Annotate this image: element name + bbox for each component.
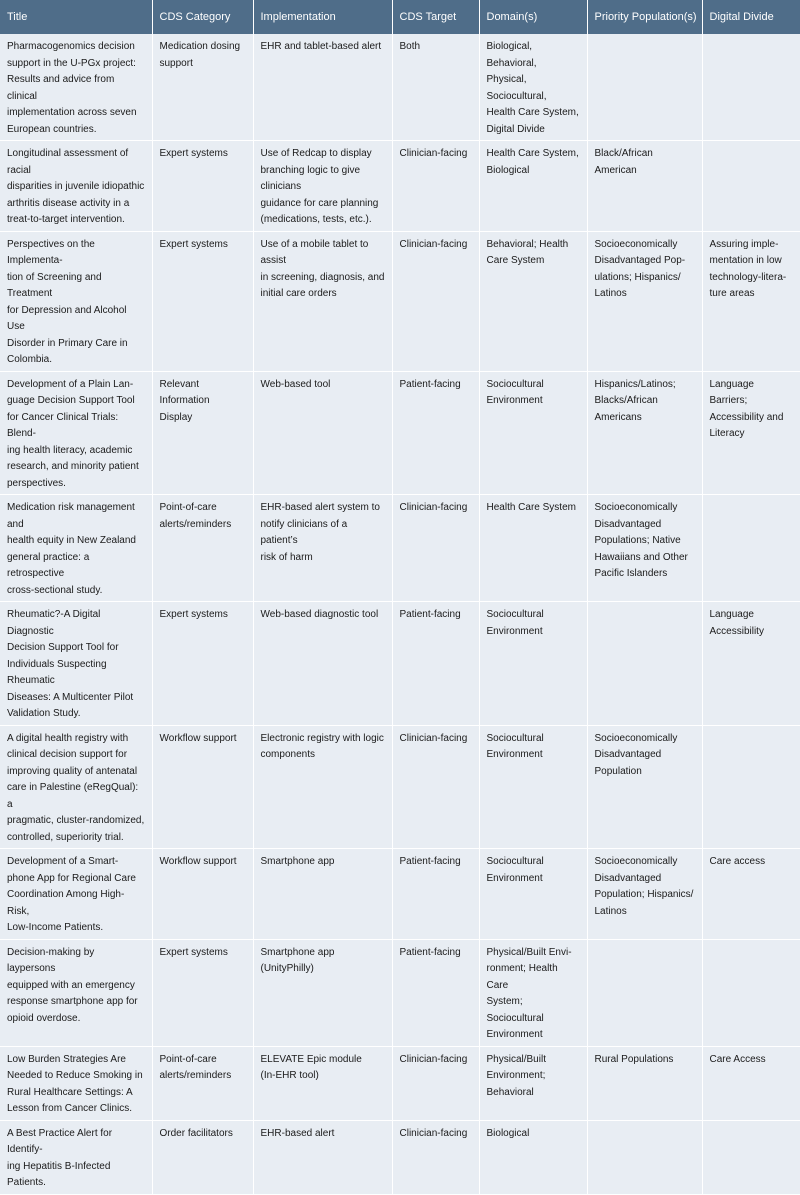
cell-text-line: Care Access	[709, 1053, 766, 1065]
cell-text-line: Display	[159, 411, 193, 423]
cell-text-line: Needed to Reduce Smoking in	[7, 1070, 143, 1081]
cell-text-line: Socioeconomically	[594, 856, 678, 867]
table-row	[0, 1046, 800, 1120]
cell-text-line: Health Care System	[486, 502, 576, 513]
cell-text-line: (In-EHR tool)	[260, 1070, 319, 1081]
cell-domains	[479, 1046, 587, 1120]
cell-implementation	[253, 371, 392, 495]
cell-text-line: Medication risk management and	[7, 502, 135, 530]
cell-text-line: Behavioral	[486, 1086, 534, 1098]
cell-text-line: Accessibility	[709, 625, 764, 637]
cell-text-line: alerts/reminders	[159, 1070, 232, 1081]
cell-text-line: care in Palestine (eRegQual): a	[7, 782, 139, 810]
cell-digital-divide	[702, 371, 800, 495]
cell-text-line: Diseases: A Multicenter Pilot	[7, 691, 134, 703]
table-row	[0, 939, 800, 1046]
cell-priority-populations	[587, 495, 702, 602]
cell-text-line: Both	[399, 41, 421, 52]
cell-implementation	[253, 725, 392, 849]
cell-digital-divide	[702, 602, 800, 726]
cell-priority-populations	[587, 939, 702, 1046]
cell-text-line: Expert systems	[159, 238, 228, 250]
cell-text-line: Web-based tool	[260, 378, 331, 390]
cell-cds-target	[392, 1046, 479, 1120]
cell-text-line: ronment; Health Care	[486, 963, 558, 991]
cell-text-line: Patient-facing	[399, 946, 461, 958]
cell-title	[0, 231, 152, 371]
cell-text-line: Pharmacogenomics decision	[7, 41, 135, 52]
cell-text-line: Point-of-care	[159, 502, 217, 513]
cell-priority-populations	[587, 231, 702, 371]
cell-text-line: Physical/Built	[486, 1053, 546, 1065]
cell-implementation	[253, 34, 392, 141]
cell-cds-target	[392, 849, 479, 940]
cell-priority-populations	[587, 849, 702, 940]
cell-cds-category	[152, 1120, 253, 1194]
cell-text-line: Coordination Among High-Risk,	[7, 889, 125, 917]
cell-cds-category	[152, 939, 253, 1046]
cell-text-line: components	[260, 749, 315, 760]
cell-text-line: Pacific Islanders	[594, 568, 668, 579]
cell-text-line: Population; Hispanics/	[594, 889, 694, 900]
cell-text-line: opioid overdose.	[7, 1012, 81, 1024]
cell-text-line: mentation in low	[709, 255, 782, 266]
cell-text-line: Smartphone app (UnityPhilly)	[260, 946, 335, 974]
cell-text-line: ing health literacy, academic	[7, 444, 133, 456]
cell-text-line: Accessibility and	[709, 411, 784, 423]
cell-cds-target	[392, 495, 479, 602]
cell-text-line: Hawaiians and Other	[594, 551, 688, 563]
cell-text-line: Development of a Smart-	[7, 856, 119, 867]
cell-digital-divide	[702, 1120, 800, 1194]
cell-text-line: Environment;	[486, 1070, 546, 1081]
cell-title	[0, 939, 152, 1046]
cell-text-line: Use of a mobile tablet to assist	[260, 238, 369, 266]
cell-text-line: Disadvantaged	[594, 518, 662, 530]
cell-text-line: Decision Support Tool for	[7, 642, 119, 653]
cell-text-line: Clinician-facing	[399, 1127, 468, 1139]
cell-text-line: Biological	[486, 164, 530, 176]
header-cds-category: CDS Category	[152, 0, 253, 34]
cell-text-line: ELEVATE Epic module	[260, 1053, 362, 1065]
cell-text-line: initial care orders	[260, 288, 337, 299]
cell-text-line: phone App for Regional Care	[7, 872, 136, 884]
cell-text-line: Latinos	[594, 288, 627, 299]
cell-text-line: (medications, tests, etc.).	[260, 214, 372, 225]
cell-text-line: European countries.	[7, 123, 97, 135]
cell-title	[0, 602, 152, 726]
cell-text-line: Expert systems	[159, 609, 228, 620]
cell-text-line: Development of a Plain Lan-	[7, 378, 134, 390]
cell-digital-divide	[702, 141, 800, 232]
cell-text-line: EHR and tablet-based alert	[260, 41, 382, 52]
cell-text-line: Smartphone app	[260, 856, 335, 867]
cell-cds-target	[392, 141, 479, 232]
cell-domains	[479, 34, 587, 141]
cell-text-line: Point-of-care	[159, 1053, 217, 1065]
cell-text-line: Disorder in Primary Care in	[7, 337, 128, 349]
cell-title	[0, 371, 152, 495]
cell-text-line: ture areas	[709, 288, 755, 299]
cell-domains	[479, 141, 587, 232]
cell-text-line: Relevant	[159, 378, 199, 390]
cell-domains	[479, 849, 587, 940]
cell-implementation	[253, 495, 392, 602]
cell-text-line: Expert systems	[159, 148, 228, 159]
cell-domains	[479, 939, 587, 1046]
cell-text-line: Clinician-facing	[399, 1053, 468, 1065]
cell-text-line: equipped with an emergency	[7, 979, 135, 991]
cell-text-line: EHR-based alert system to	[260, 502, 380, 513]
cell-text-line: Sociocultural	[486, 609, 544, 620]
cell-implementation	[253, 1120, 392, 1194]
cell-text-line: Sociocultural	[486, 378, 544, 390]
cell-text-line: Digital Divide	[486, 123, 545, 135]
cell-digital-divide	[702, 495, 800, 602]
cell-text-line: Colombia.	[7, 354, 53, 365]
cell-priority-populations	[587, 371, 702, 495]
cell-cds-target	[392, 371, 479, 495]
cell-text-line: Behavioral; Health	[486, 238, 569, 250]
cell-text-line: technology-litera-	[709, 271, 787, 283]
table-row	[0, 141, 800, 232]
cell-text-line: Rheumatic?-A Digital Diagnostic	[7, 609, 101, 637]
cell-title	[0, 141, 152, 232]
cell-implementation	[253, 939, 392, 1046]
header-digital-divide: Digital Divide	[702, 0, 800, 34]
cell-text-line: alerts/reminders	[159, 518, 232, 530]
cell-text-line: Environment	[486, 1029, 543, 1040]
cell-text-line: guage Decision Support Tool	[7, 395, 135, 406]
cell-priority-populations	[587, 725, 702, 849]
cell-domains	[479, 1120, 587, 1194]
cell-text-line: clinical decision support for	[7, 749, 128, 760]
cell-text-line: A digital health registry with	[7, 732, 129, 744]
cell-title	[0, 1120, 152, 1194]
cell-domains	[479, 371, 587, 495]
cell-text-line: risk of harm	[260, 551, 313, 563]
cell-cds-target	[392, 231, 479, 371]
cell-text-line: Hispanics/Latinos;	[594, 378, 676, 390]
cell-text-line: Patient-facing	[399, 609, 461, 620]
cell-text-line: Physical/Built Envi-	[486, 946, 572, 958]
cell-text-line: Population	[594, 765, 642, 777]
cell-text-line: perspectives.	[7, 477, 66, 489]
cell-text-line: Environment	[486, 749, 543, 760]
cell-cds-category	[152, 602, 253, 726]
cell-text-line: Use of Redcap to display	[260, 148, 372, 159]
cell-cds-category	[152, 371, 253, 495]
cell-text-line: Workflow support	[159, 856, 237, 867]
cell-text-line: improving quality of antenatal	[7, 765, 138, 777]
cell-text-line: Literacy	[709, 428, 745, 439]
cell-text-line: Environment	[486, 872, 543, 884]
cell-text-line: Blacks/African	[594, 395, 658, 406]
cell-text-line: Care System	[486, 255, 545, 266]
cell-text-line: ulations; Hispanics/	[594, 271, 681, 283]
cell-text-line: Low Burden Strategies Are	[7, 1053, 126, 1065]
cell-text-line: Decision-making by laypersons	[7, 946, 95, 974]
cell-text-line: research, and minority patient	[7, 461, 139, 472]
cell-cds-target	[392, 1120, 479, 1194]
cell-implementation	[253, 1046, 392, 1120]
cell-text-line: Medication dosing	[159, 41, 241, 52]
cell-text-line: Language	[709, 609, 754, 620]
cell-text-line: Clinician-facing	[399, 238, 468, 250]
cell-text-line: Order facilitators	[159, 1127, 233, 1139]
cell-text-line: Health Care System,	[486, 107, 579, 118]
cell-text-line: implementation across seven	[7, 107, 137, 118]
cell-priority-populations	[587, 602, 702, 726]
cell-text-line: Patient-facing	[399, 856, 461, 867]
cell-text-line: Rural Healthcare Settings: A	[7, 1086, 133, 1098]
cell-text-line: Longitudinal assessment of racial	[7, 148, 129, 176]
cell-text-line: tion of Screening and Treatment	[7, 271, 102, 299]
header-priority-populations: Priority Population(s)	[587, 0, 702, 34]
cell-text-line: Results and advice from clinical	[7, 74, 115, 102]
cell-text-line: Patient-facing	[399, 378, 461, 390]
header-implementation: Implementation	[253, 0, 392, 34]
cell-text-line: Disadvantaged	[594, 749, 662, 760]
cell-text-line: health equity in New Zealand	[7, 535, 136, 546]
cell-text-line: Disadvantaged Pop-	[594, 255, 686, 266]
cell-text-line: System; Sociocultural	[486, 996, 544, 1024]
table-header-row	[0, 0, 800, 34]
cell-text-line: Information	[159, 395, 210, 406]
cell-text-line: branching logic to give clinicians	[260, 164, 361, 192]
cell-text-line: Sociocultural	[486, 732, 544, 744]
cell-cds-category	[152, 495, 253, 602]
cell-text-line: Web-based diagnostic tool	[260, 609, 379, 620]
cell-digital-divide	[702, 1046, 800, 1120]
cell-text-line: Biological, Behavioral,	[486, 41, 537, 69]
cell-implementation	[253, 231, 392, 371]
cell-text-line: Validation Study.	[7, 708, 81, 719]
cell-text-line: ing Hepatitis B-Infected Patients.	[7, 1160, 111, 1188]
cell-cds-target	[392, 725, 479, 849]
cell-text-line: Americans	[594, 411, 642, 423]
cell-cds-category	[152, 849, 253, 940]
cell-text-line: Biological	[486, 1127, 530, 1139]
cell-digital-divide	[702, 849, 800, 940]
cell-text-line: Socioeconomically	[594, 732, 678, 744]
cell-text-line: pragmatic, cluster-randomized,	[7, 815, 145, 826]
cell-text-line: Environment	[486, 625, 543, 637]
cell-implementation	[253, 602, 392, 726]
table-row	[0, 1120, 800, 1194]
cell-text-line: Care access	[709, 856, 766, 867]
cell-text-line: Lesson from Cancer Clinics.	[7, 1103, 133, 1114]
table-row	[0, 725, 800, 849]
cell-text-line: general practice: a retrospective	[7, 551, 90, 579]
cell-text-line: notify clinicians of a patient’s	[260, 518, 348, 546]
table-body	[0, 34, 800, 1194]
cell-priority-populations	[587, 1046, 702, 1120]
cell-text-line: A Best Practice Alert for Identify-	[7, 1127, 113, 1155]
cell-text-line: Low-Income Patients.	[7, 922, 104, 933]
cell-digital-divide	[702, 939, 800, 1046]
header-cds-target: CDS Target	[392, 0, 479, 34]
cell-cds-category	[152, 1046, 253, 1120]
cell-text-line: treat-to-target intervention.	[7, 214, 125, 225]
cell-implementation	[253, 141, 392, 232]
cell-title	[0, 34, 152, 141]
cell-text-line: Electronic registry with logic	[260, 732, 384, 744]
cell-text-line: Clinician-facing	[399, 148, 468, 159]
cell-priority-populations	[587, 1120, 702, 1194]
cell-text-line: Populations; Native	[594, 535, 681, 546]
cell-text-line: Individuals Suspecting Rheumatic	[7, 658, 107, 686]
cell-text-line: Latinos	[594, 905, 627, 917]
cell-title	[0, 725, 152, 849]
cell-cds-category	[152, 34, 253, 141]
cell-domains	[479, 602, 587, 726]
cell-cds-category	[152, 141, 253, 232]
cell-title	[0, 849, 152, 940]
cell-text-line: EHR-based alert	[260, 1127, 335, 1139]
cell-text-line: controlled, superiority trial.	[7, 831, 124, 843]
cell-cds-category	[152, 231, 253, 371]
cell-text-line: Black/African American	[594, 148, 653, 176]
cell-text-line: Clinician-facing	[399, 502, 468, 513]
cell-text-line: guidance for care planning	[260, 197, 379, 209]
cell-text-line: in screening, diagnosis, and	[260, 271, 385, 283]
cell-text-line: for Depression and Alcohol Use	[7, 304, 127, 332]
cell-text-line: Perspectives on the Implementa-	[7, 238, 95, 266]
cell-text-line: support	[159, 57, 193, 69]
cell-text-line: response smartphone app for	[7, 996, 138, 1007]
table-row	[0, 34, 800, 141]
cell-title	[0, 495, 152, 602]
cell-text-line: Socioeconomically	[594, 238, 678, 250]
table-row	[0, 495, 800, 602]
header-domains: Domain(s)	[479, 0, 587, 34]
cell-text-line: arthritis disease activity in a	[7, 197, 130, 209]
cell-text-line: Clinician-facing	[399, 732, 468, 744]
cell-text-line: Disadvantaged	[594, 872, 662, 884]
cell-text-line: Physical, Sociocultural,	[486, 74, 547, 102]
table-row	[0, 849, 800, 940]
cell-implementation	[253, 849, 392, 940]
cell-domains	[479, 495, 587, 602]
table-row	[0, 602, 800, 726]
cell-priority-populations	[587, 34, 702, 141]
table-row	[0, 371, 800, 495]
cell-domains	[479, 231, 587, 371]
cell-text-line: cross-sectional study.	[7, 584, 103, 596]
cell-digital-divide	[702, 725, 800, 849]
cell-text-line: Assuring imple-	[709, 238, 779, 250]
cell-text-line: for Cancer Clinical Trials: Blend-	[7, 411, 119, 439]
cell-cds-target	[392, 34, 479, 141]
cell-title	[0, 1046, 152, 1120]
header-title: Title	[0, 0, 152, 34]
cell-text-line: disparities in juvenile idiopathic	[7, 181, 145, 192]
table-row	[0, 231, 800, 371]
cell-text-line: Rural Populations	[594, 1053, 674, 1065]
cell-text-line: Health Care System,	[486, 148, 579, 159]
cell-digital-divide	[702, 34, 800, 141]
cell-text-line: Workflow support	[159, 732, 237, 744]
cell-text-line: Environment	[486, 395, 543, 406]
cell-text-line: Expert systems	[159, 946, 228, 958]
cell-cds-category	[152, 725, 253, 849]
cell-text-line: Sociocultural	[486, 856, 544, 867]
cell-priority-populations	[587, 141, 702, 232]
cell-cds-target	[392, 939, 479, 1046]
cell-text-line: Socioeconomically	[594, 502, 678, 513]
cell-text-line: Language Barriers;	[709, 378, 754, 406]
cell-digital-divide	[702, 231, 800, 371]
cell-domains	[479, 725, 587, 849]
cell-cds-target	[392, 602, 479, 726]
cell-text-line: support in the U-PGx project:	[7, 57, 136, 69]
